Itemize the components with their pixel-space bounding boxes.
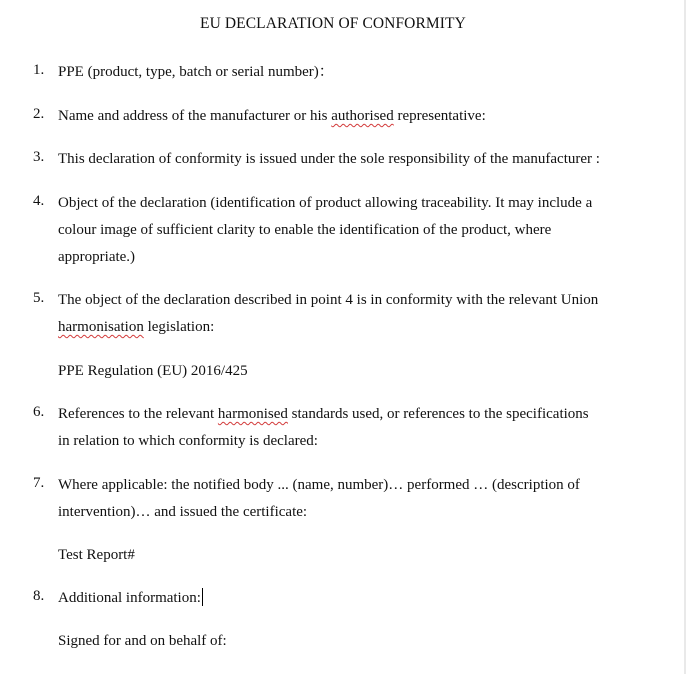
item-8-text-label: Additional information: <box>58 590 201 606</box>
item-2-text-part-3: representative: <box>393 108 486 124</box>
item-4-number: 4. <box>33 193 45 209</box>
item-6-number: 6. <box>33 404 45 420</box>
item-3-number: 3. <box>33 149 45 165</box>
spellcheck-word-harmonisation: harmonisation <box>58 319 144 335</box>
item-7-text-line-1: Where applicable: the notified body ... (name, number)… performed … (description of <box>58 477 580 493</box>
spellcheck-word-authorised: authorised <box>331 108 394 124</box>
item-6-text-line-2: in relation to which conformity is declared: <box>58 433 318 449</box>
item-8-signed-for: Signed for and on behalf of: <box>58 633 227 649</box>
item-5-number: 5. <box>33 290 45 306</box>
item-6-text-line-1 <box>58 404 589 424</box>
item-6-text-part-3: standards used, or references to the specifications <box>287 406 589 422</box>
item-4-text-line-1: Object of the declaration (identification of product allowing traceability. It may include a <box>58 195 593 211</box>
item-8-number: 8. <box>33 588 45 604</box>
item-5-text-line-2 <box>58 317 214 337</box>
item-7-test-report: Test Report# <box>58 547 135 563</box>
item-7-number: 7. <box>33 475 45 491</box>
item-4-text-line-3: appropriate.) <box>58 249 136 265</box>
item-5-regulation: PPE Regulation (EU) 2016/425 <box>58 363 248 379</box>
document-title: EU DECLARATION OF CONFORMITY <box>200 15 466 32</box>
item-4-text-line-2: colour image of sufficient clarity to enable the identification of the product, where <box>58 222 552 238</box>
item-5-text-line-1: The object of the declaration described in point 4 is in conformity with the relevant Union <box>58 292 599 308</box>
item-3-text: This declaration of conformity is issued under the sole responsibility of the manufacturer : <box>58 151 600 167</box>
item-2-text-part-1: Name and address of the manufacturer or his <box>58 108 332 124</box>
item-1-number: 1. <box>33 62 45 78</box>
text-cursor <box>202 588 204 606</box>
item-6-text-part-1: References to the relevant <box>58 406 218 422</box>
item-2-number: 2. <box>33 106 45 122</box>
item-8-text[interactable] <box>58 588 203 608</box>
item-5-text-line-2-rest: legislation: <box>143 319 215 335</box>
item-7-text-line-2: intervention)… and issued the certificate: <box>58 504 308 520</box>
item-1-text: PPE (product, type, batch or serial number)： <box>58 64 334 80</box>
spellcheck-word-harmonised: harmonised <box>217 406 288 422</box>
item-2-text <box>58 106 486 126</box>
